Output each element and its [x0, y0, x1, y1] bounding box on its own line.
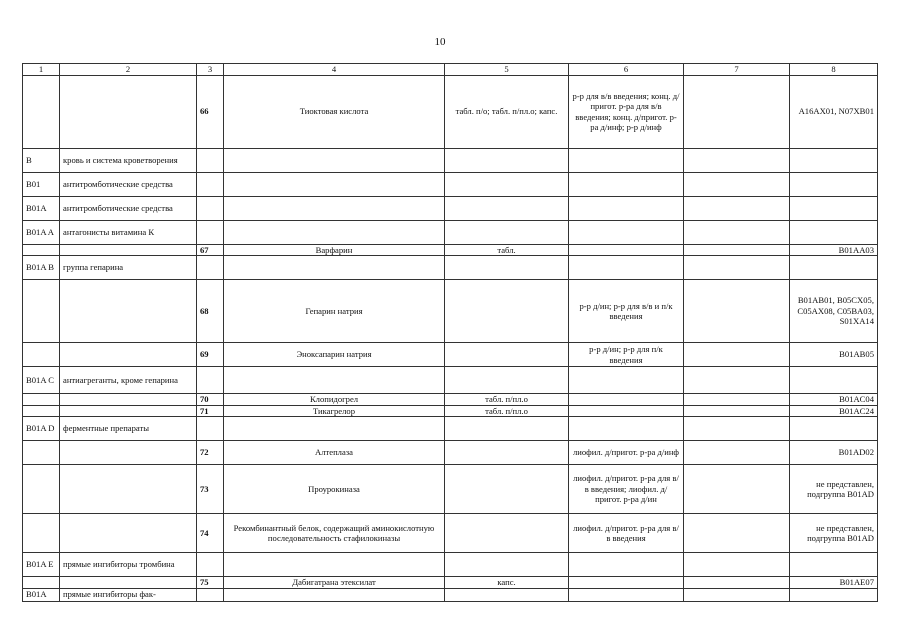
atc-code [790, 553, 878, 577]
extra-column [684, 75, 790, 148]
atc-group-name: антиагреганты, кроме гепарина [60, 367, 197, 394]
drug-name: Тикагрелор [224, 405, 445, 417]
atc-group-code [23, 441, 60, 465]
dosage-form-injection [569, 417, 684, 441]
table-row [23, 75, 878, 148]
atc-group-code [23, 465, 60, 514]
dosage-form-injection [569, 405, 684, 417]
header-cell: 4 [224, 64, 445, 76]
item-number: 74 [197, 514, 224, 553]
atc-group-code: B01A C [23, 367, 60, 394]
table-row [23, 172, 878, 196]
drug-name: Гепарин натрия [224, 280, 445, 343]
dosage-form-injection: лиофил. д/пригот. р-ра д/инф [569, 441, 684, 465]
dosage-form-injection: р-р д/ин; р-р для в/в и п/к введения [569, 280, 684, 343]
dosage-form-injection: р-р для в/в введения; конц. д/пригот. р-ра для в/в введения; конц. д/пригот. р-ра д/инф; р-р д/инф [569, 75, 684, 148]
atc-group-name [60, 465, 197, 514]
dosage-form [445, 196, 569, 220]
dosage-form-injection [569, 553, 684, 577]
atc-group-name: антитромботические средства [60, 172, 197, 196]
table-row [23, 394, 878, 406]
atc-code [790, 367, 878, 394]
atc-group-code [23, 577, 60, 589]
dosage-form: табл. п/пл.о [445, 405, 569, 417]
dosage-form: табл. п/пл.о [445, 394, 569, 406]
atc-group-code: B01A [23, 588, 60, 601]
atc-code: не представлен, подгруппа B01AD [790, 514, 878, 553]
atc-group-name: антагонисты витамина К [60, 220, 197, 244]
header-cell: 8 [790, 64, 878, 76]
dosage-form-injection: лиофил. д/пригот. р-ра для в/в введения [569, 514, 684, 553]
dosage-form-injection [569, 256, 684, 280]
atc-group-code [23, 394, 60, 406]
item-number: 70 [197, 394, 224, 406]
drug-name: Проурокиназа [224, 465, 445, 514]
table-row [23, 244, 878, 256]
atc-group-code: B01A B [23, 256, 60, 280]
item-number [197, 367, 224, 394]
atc-code [790, 417, 878, 441]
drug-name: Варфарин [224, 244, 445, 256]
extra-column [684, 588, 790, 601]
drug-name: Рекомбинантный белок, содержащий аминокислотную последовательность стафилокиназы [224, 514, 445, 553]
table-row [23, 196, 878, 220]
item-number: 71 [197, 405, 224, 417]
drug-name [224, 256, 445, 280]
dosage-form-injection [569, 172, 684, 196]
extra-column [684, 256, 790, 280]
atc-group-name [60, 244, 197, 256]
dosage-form-injection [569, 588, 684, 601]
dosage-form-injection [569, 367, 684, 394]
header-cell: 7 [684, 64, 790, 76]
atc-group-code [23, 405, 60, 417]
item-number [197, 553, 224, 577]
atc-code: B01AB05 [790, 343, 878, 367]
table-row [23, 343, 878, 367]
atc-group-code: B01 [23, 172, 60, 196]
table-row [23, 465, 878, 514]
atc-group-name: группа гепарина [60, 256, 197, 280]
drug-name [224, 417, 445, 441]
atc-code [790, 196, 878, 220]
item-number: 66 [197, 75, 224, 148]
dosage-form [445, 220, 569, 244]
table-row [23, 280, 878, 343]
drug-name [224, 553, 445, 577]
dosage-form-injection [569, 196, 684, 220]
extra-column [684, 514, 790, 553]
dosage-form [445, 280, 569, 343]
item-number [197, 220, 224, 244]
atc-code: B01AC24 [790, 405, 878, 417]
atc-group-name [60, 577, 197, 589]
item-number [197, 196, 224, 220]
extra-column [684, 220, 790, 244]
atc-group-code: B01A A [23, 220, 60, 244]
dosage-form-injection [569, 244, 684, 256]
atc-group-name [60, 405, 197, 417]
atc-code: B01AC04 [790, 394, 878, 406]
atc-group-name [60, 75, 197, 148]
dosage-form-injection: лиофил. д/пригот. р-ра для в/в введения; лиофил. д/пригот. р-ра д/ин [569, 465, 684, 514]
dosage-form [445, 256, 569, 280]
atc-group-code: B01A D [23, 417, 60, 441]
dosage-form: табл. [445, 244, 569, 256]
dosage-form [445, 441, 569, 465]
table-row [23, 441, 878, 465]
extra-column [684, 417, 790, 441]
header-cell: 3 [197, 64, 224, 76]
dosage-form: капс. [445, 577, 569, 589]
drug-name: Тиоктовая кислота [224, 75, 445, 148]
drug-name [224, 588, 445, 601]
page-number: 10 [434, 36, 446, 48]
table-row [23, 577, 878, 589]
table-row [23, 514, 878, 553]
drug-name: Дабигатрана этексилат [224, 577, 445, 589]
atc-group-name: кровь и система кроветворения [60, 148, 197, 172]
drug-name [224, 172, 445, 196]
dosage-form [445, 343, 569, 367]
header-cell: 1 [23, 64, 60, 76]
item-number [197, 256, 224, 280]
dosage-form [445, 148, 569, 172]
header-row [23, 64, 878, 76]
atc-code: B01AE07 [790, 577, 878, 589]
atc-group-name: прямые ингибиторы фак- [60, 588, 197, 601]
dosage-form: табл. п/о; табл. п/пл.о; капс. [445, 75, 569, 148]
extra-column [684, 244, 790, 256]
atc-code [790, 172, 878, 196]
atc-code: B01AD02 [790, 441, 878, 465]
table-row [23, 588, 878, 601]
dosage-form [445, 417, 569, 441]
dosage-form-injection: р-р д/ин; р-р для п/к введения [569, 343, 684, 367]
table-row [23, 220, 878, 244]
atc-group-name [60, 441, 197, 465]
drug-name [224, 148, 445, 172]
item-number: 72 [197, 441, 224, 465]
dosage-form [445, 367, 569, 394]
item-number [197, 148, 224, 172]
table-row [23, 405, 878, 417]
dosage-form [445, 553, 569, 577]
atc-code [790, 220, 878, 244]
dosage-form-injection [569, 220, 684, 244]
extra-column [684, 343, 790, 367]
item-number: 69 [197, 343, 224, 367]
atc-group-code [23, 75, 60, 148]
extra-column [684, 196, 790, 220]
drug-name [224, 367, 445, 394]
atc-group-code [23, 514, 60, 553]
atc-group-name: антитромботические средства [60, 196, 197, 220]
atc-code [790, 148, 878, 172]
atc-group-code [23, 244, 60, 256]
extra-column [684, 280, 790, 343]
item-number: 68 [197, 280, 224, 343]
header-cell: 6 [569, 64, 684, 76]
extra-column [684, 172, 790, 196]
atc-code: не представлен, подгруппа B01AD [790, 465, 878, 514]
dosage-form-injection [569, 148, 684, 172]
atc-code: B01AA03 [790, 244, 878, 256]
atc-group-code [23, 343, 60, 367]
table-row [23, 256, 878, 280]
extra-column [684, 148, 790, 172]
extra-column [684, 367, 790, 394]
item-number [197, 417, 224, 441]
atc-group-name [60, 343, 197, 367]
drug-list-table [22, 63, 878, 602]
table-row [23, 417, 878, 441]
extra-column [684, 553, 790, 577]
extra-column [684, 394, 790, 406]
dosage-form [445, 465, 569, 514]
dosage-form [445, 172, 569, 196]
extra-column [684, 405, 790, 417]
atc-code: A16AX01, N07XB01 [790, 75, 878, 148]
extra-column [684, 577, 790, 589]
drug-name [224, 196, 445, 220]
atc-group-name [60, 280, 197, 343]
atc-code: B01AB01, B05CX05, C05AX08, C05BA03, S01XA14 [790, 280, 878, 343]
extra-column [684, 441, 790, 465]
drug-name: Алтеплаза [224, 441, 445, 465]
atc-group-code: B01A [23, 196, 60, 220]
item-number: 73 [197, 465, 224, 514]
drug-name: Клопидогрел [224, 394, 445, 406]
dosage-form-injection [569, 394, 684, 406]
dosage-form-injection [569, 577, 684, 589]
table-row [23, 148, 878, 172]
dosage-form [445, 514, 569, 553]
atc-group-code: B [23, 148, 60, 172]
atc-group-name [60, 394, 197, 406]
drug-name: Эноксапарин натрия [224, 343, 445, 367]
table-row [23, 367, 878, 394]
atc-group-code [23, 280, 60, 343]
atc-group-name [60, 514, 197, 553]
item-number: 67 [197, 244, 224, 256]
atc-group-name: прямые ингибиторы тромбина [60, 553, 197, 577]
atc-code [790, 588, 878, 601]
atc-code [790, 256, 878, 280]
header-cell: 5 [445, 64, 569, 76]
item-number [197, 172, 224, 196]
atc-group-code: B01A E [23, 553, 60, 577]
item-number: 75 [197, 577, 224, 589]
drug-name [224, 220, 445, 244]
extra-column [684, 465, 790, 514]
item-number [197, 588, 224, 601]
atc-group-name: ферментные препараты [60, 417, 197, 441]
dosage-form [445, 588, 569, 601]
table-row [23, 553, 878, 577]
header-cell: 2 [60, 64, 197, 76]
